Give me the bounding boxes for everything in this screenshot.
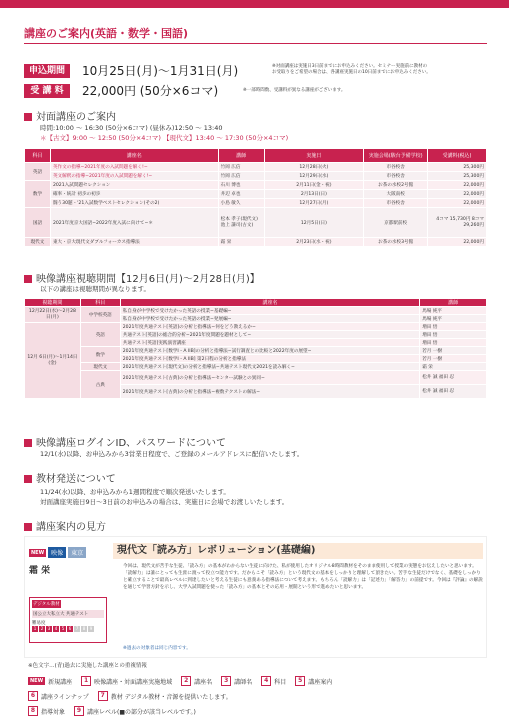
face-time1: 時間:10:00 ～ 16:30 (50分×6コマ) (昼休み)12:50 ～ 13:40 — [40, 124, 223, 132]
table-row: 英文解釈の指導−2021年度の入試問題を解く!− 竹岡 広信 12月29日(水) 市谷校舎 25,300円 — [25, 172, 487, 181]
level-cell: 7 — [75, 626, 79, 631]
ship-text2: 対面講座実施日9日〜3日前のお申込みの場合は、実施日に会場でお渡しいたします。 — [40, 498, 289, 506]
table-row: 国語 2021年度京大国語−2022年度入試に向けて−＊ 松本 孝子(現代文) 池上 謙司(古文) 12月5日(日) 京都駅前校 4コマ 15,730円 8コマ 29,260円 — [25, 208, 487, 238]
table-row: 12月 6日(月)〜1月14日(金) 英語 2021年度共通テスト[英語]の分析と指導法−何をどう教えるか− 増田 悟 — [25, 323, 487, 331]
legend-row-2: 6 講座ラインナップ 7 教材 デジタル教材・音源を提供いたします。 — [28, 691, 232, 701]
face-table-header: 科目 講座名 講師 実施日 実施会場(駿台予備学校) 受講料(税込) — [25, 149, 487, 163]
table-row: 2021年度共通テスト[古典]の分析と指導法−複数テクストの解法− 松井 誠 福田 忍 — [25, 385, 487, 399]
table-row: 現代文 東大・京大現代文ダブルフォーカス指導法 霜 栄 2月23日(水・祝) お茶の水校3号館 22,000円 — [25, 238, 487, 247]
sample-title: 現代文「読み方」レボリューション(基礎編) — [113, 543, 483, 559]
face-section-title: 対面講座のご案内 — [24, 108, 116, 123]
legend-row-1: NEW 新規講座 1 映像講座・対面講座実施地域 2 講座名 3 講師名 4 科目 5 講座案内 — [30, 677, 333, 686]
level-cell: 1 — [33, 626, 37, 631]
page-title: 講座のご案内(英語・数学・国語) — [24, 27, 189, 40]
video-note: 以下の講座は視聴期間が異なります。 — [40, 285, 150, 293]
table-row: 英語 英作文の指導−2021年度の入試問題を解く!− 竹岡 広信 12月28日(火) 市谷校舎 25,300円 — [25, 163, 487, 172]
table-row: 12月22日(水)〜2月28日(月) 中学校英語 私自身が中学校で受けたかった英語の授業−基礎編− 馬場 純平 — [25, 307, 487, 315]
level-cell: 2 — [40, 626, 44, 631]
table-row: 古典 2021年度共通テスト[古典]の分析と指導法−センター試験との異同− 松井 誠 福田 忍 — [25, 371, 487, 385]
sample-description: 今回は、現代文が苦手な生徒、「読み方」の基本がわからない生徒に向けた、私が使用したオリジナル8時間教材をそのまま使用して授業の実態をお伝えしたいと思います。「読解力」は誰にとっても生涯に渡って役立つ能力です。だからこそ「読み方」という現代文の基本をしっかりと理解して頂きたい。苦手な生徒だけでなく、基礎をしっかりと確立することで最高レベルに到達したいと考える生徒にも意義ある指導法について考えます。もちろん「読解力」は「記述力」「解答力」の前提です。今回は『評論』の解説を通じて学習方針を示し、大学入試問題を使った「読み方」の基本とその応用・展開という形で進めたいと思います。 — [123, 564, 483, 590]
title-divider — [24, 43, 487, 44]
table-row: 共通テスト[英語]の総合的分析−2021年度問題を題材として− 増田 悟 — [25, 331, 487, 339]
apply-value: 10月25日(月)～1月31日(月) — [82, 64, 239, 78]
login-section-title: 映像講座ログインID、パスワードについて — [24, 434, 226, 449]
table-row: 数学 2021年度共通テスト[数学I・A IIB]の分析と指導法−試行調査との比較と2022年度の展望− 若月 一樹 — [25, 347, 487, 355]
table-row: 現代文 2021年度共通テスト[現代文]の分析と指導法−共通テスト現代文2021を読み解く− 霜 栄 — [25, 363, 487, 371]
legend-row-3: 8 指導対象 9 講座レベル(■の部分が該当レベルです。) — [28, 706, 196, 716]
table-row: 共通テスト[英語]実践演習講座 増田 悟 — [25, 339, 487, 347]
section-square-icon — [24, 475, 32, 483]
face-time2: ＊【古文】9:00 ～ 12:50 (50分×4コマ) 【現代文】13:40 ～ 17:30 (50分×4コマ) — [40, 134, 289, 142]
ship-text1: 11/24(水)以降、お申込みから1週間程度で順次発送いたします。 — [40, 488, 230, 496]
section-square-icon — [24, 113, 32, 121]
sample-teacher: 霜 栄 — [29, 566, 51, 576]
video-table — [24, 298, 487, 399]
area-badge: 東京 — [68, 547, 86, 558]
section-square-icon — [24, 275, 32, 283]
top-band — [0, 0, 509, 8]
face-table — [24, 148, 487, 247]
digital-badge: デジタル教材 — [33, 602, 60, 607]
table-row: 確率・統計 初歩の初歩 井辺 卓也 2月13日(日) 大阪南校 22,000円 — [25, 190, 487, 199]
sample-meta — [29, 597, 107, 643]
video-badge: 映像 — [48, 547, 66, 558]
level-cell: 3 — [47, 626, 51, 631]
fee-label: 受 講 料 — [24, 84, 70, 98]
section-square-icon — [24, 523, 32, 531]
level-cell: 6 — [68, 626, 72, 631]
table-row: 闘う30題・'21入試数学ベストセレクション(その2) 小島 敏久 12月27日(月) 市谷校舎 22,000円 — [25, 199, 487, 208]
video-section-title: 映像講座視聴期間【12月6日(月)～2月28日(月)】 — [24, 270, 260, 285]
level-cell: 5 — [61, 626, 65, 631]
guide-section-title: 講座案内の見方 — [24, 518, 106, 533]
fee-value: 22,000円 (50分×6コマ) — [82, 84, 219, 98]
table-row: 私自身が中学校で受けたかった英語の授業−発展編− 馬場 純平 — [25, 315, 487, 323]
fee-note: ※一部時間数、受講料が異なる講座がございます。 — [243, 88, 346, 93]
video-table-header: 視聴期間 科目 講座名 講師 — [25, 299, 487, 307]
level-cell: 8 — [82, 626, 86, 631]
target-label: 国公立大私立大 共通テスト — [32, 610, 104, 618]
guide-badges — [29, 547, 86, 558]
level-cell: 9 — [89, 626, 93, 631]
section-square-icon — [24, 439, 32, 447]
level-label: 難易度 — [32, 621, 46, 626]
guide-sample — [24, 536, 487, 658]
level-cell: 4 — [54, 626, 58, 631]
sample-recommend: ※過去の対象者は同じ内容です。 — [123, 646, 191, 651]
level-scale — [32, 626, 104, 632]
login-text: 12/1(水)以降、お申込みから3営業日程度で、ご登録のメールアドレスに配信いたします。 — [40, 450, 304, 458]
apply-note: ※対面講座は実施日3日前までにお申込みください。セミナー実施前に教材の お受取りをご希望の場合は、各講座実施日の10日前までにお申込みください。 — [272, 64, 431, 75]
table-row: 数学 2021入試問題セレクション 石川 博也 2月11日(金・祝) お茶の水校2号館 22,000円 — [25, 181, 487, 190]
ship-section-title: 教材発送について — [24, 470, 116, 485]
apply-label: 申込期間 — [24, 64, 70, 78]
color-note: ※色文字…(青)過去に実施した講座との重複情報 — [28, 663, 147, 669]
table-row: 2021年度共通テスト[数学I・A IIB] 第2日程の分析と指導法 若月 一樹 — [25, 355, 487, 363]
new-badge: NEW — [31, 549, 45, 556]
